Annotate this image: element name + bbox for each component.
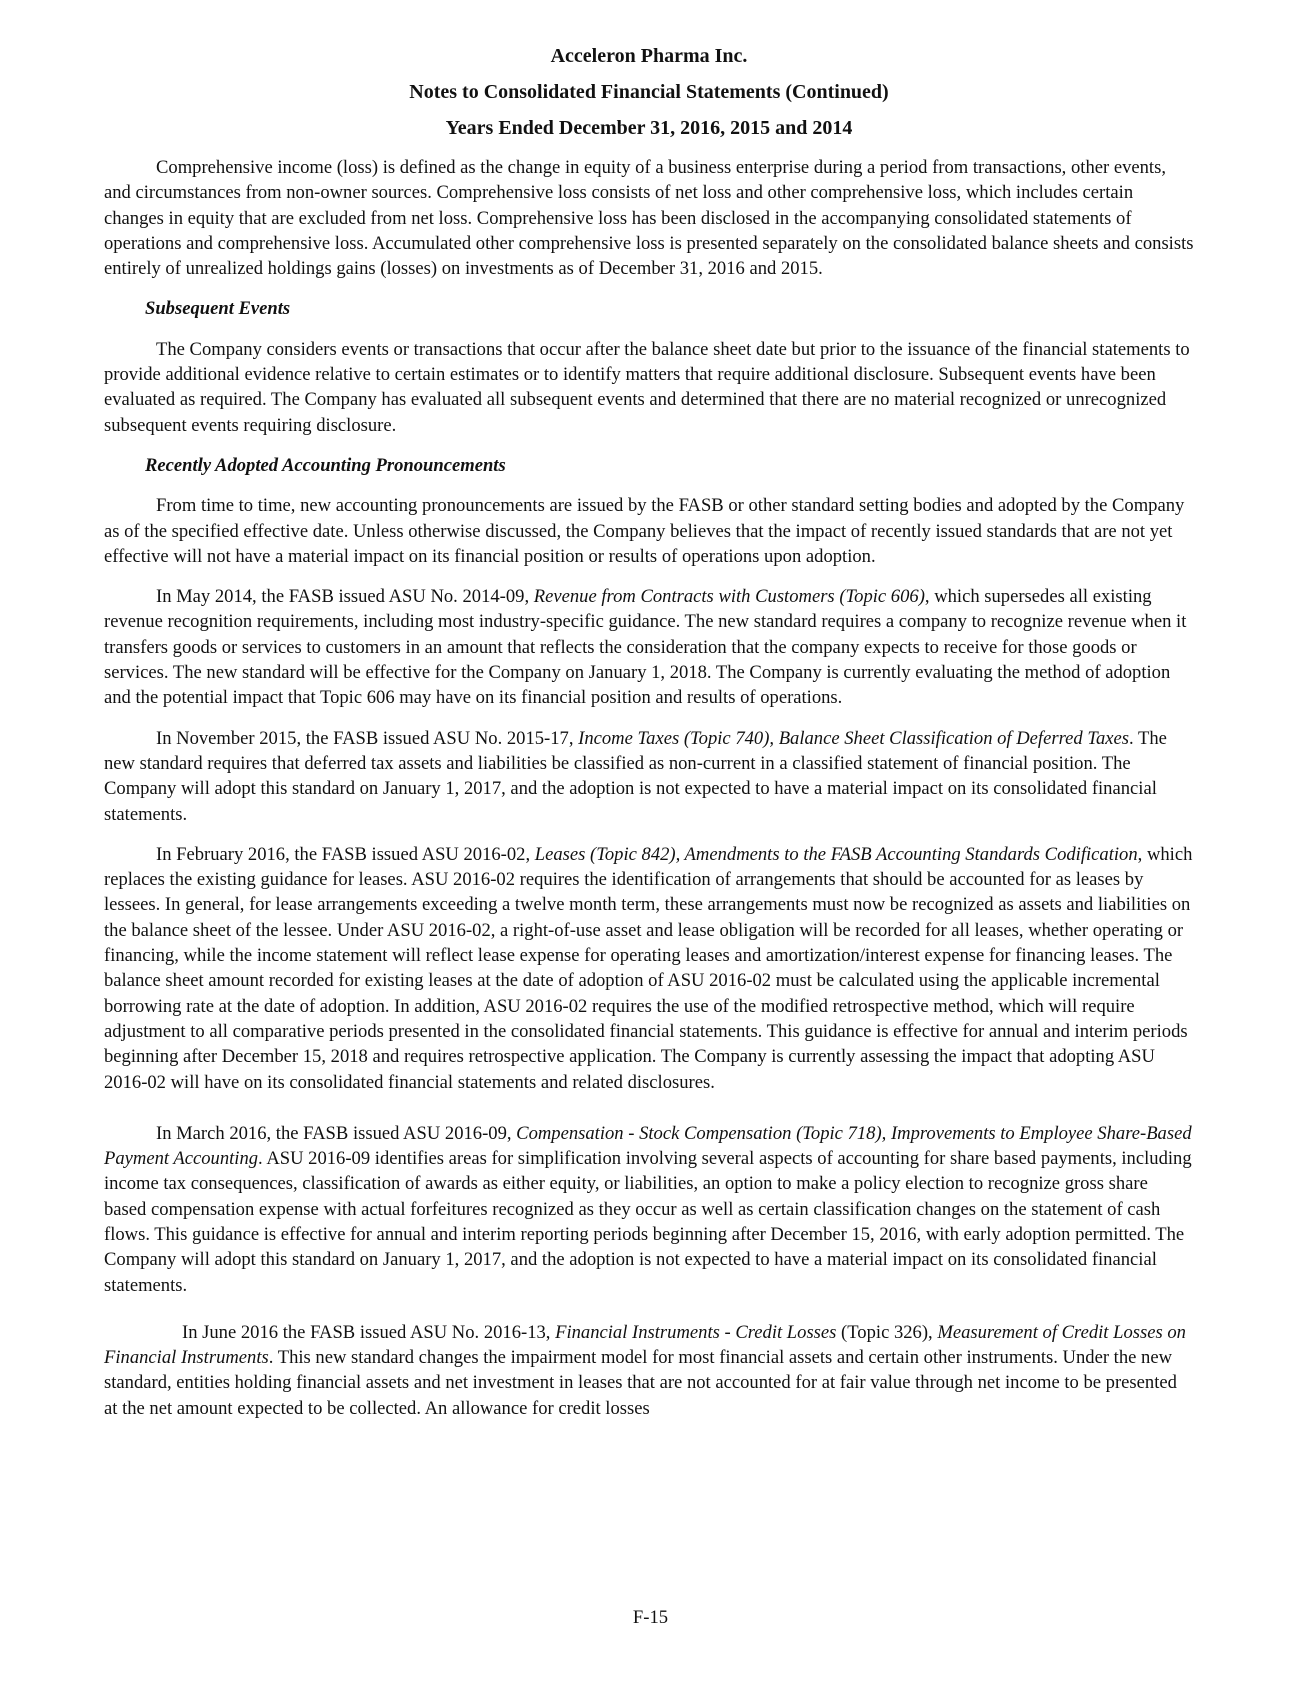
notes-title: Notes to Consolidated Financial Statements (Continued)	[409, 81, 889, 103]
company-name: Acceleron Pharma Inc.	[550, 45, 748, 67]
paragraph-asu-2015-17: In November 2015, the FASB issued ASU No. 2015-17, Income Taxes (Topic 740), Balance Sheet Classification of Deferred Taxes. The new standard requires that deferred tax assets and liabilities be classified as non-current in a classified statement of financial position. The Company will adopt this standard on January 1, 2017, and the adoption is not expected to have a material impact on its consolidated financial statements.	[104, 727, 1167, 825]
heading-subsequent-events: Subsequent Events	[145, 298, 291, 320]
period-title: Years Ended December 31, 2016, 2015 and 2014	[445, 117, 853, 139]
heading-recently-adopted: Recently Adopted Accounting Pronouncements	[145, 454, 506, 476]
paragraph-asu-2014-09: In May 2014, the FASB issued ASU No. 2014-09, Revenue from Contracts with Customers (Topic 606), which supersedes all existing revenue recognition requirements, including most industry-specific guidance. The new standard requires a company to recognize revenue when it transfers goods or services to customers in an amount that reflects the consideration that the company expects to receive for those goods or services. The new standard will be effective for the Company on January 1, 2018. The Company is currently evaluating the method of adoption and the potential impact that Topic 606 may have on its financial position and results of operations.	[104, 586, 1187, 709]
paragraph-asu-2016-09: In March 2016, the FASB issued ASU 2016-09, Compensation - Stock Compensation (Topic 718), Improvements to Employee Share-Based Payment Accounting. ASU 2016-09 identifies areas for simplification involving several aspects of accounting for share based payments, including income tax consequences, classification of awards as either equity, or liabilities, an option to make a policy election to recognize gross share based compensation expense with actual forfeitures recognized as they occur as well as certain classification changes on the statement of cash flows. This guidance is effective for annual and interim reporting periods beginning after December 15, 2016, with early adoption permitted. The Company will adopt this standard on January 1, 2017, and the adoption is not expected to have a material impact on its consolidated financial statements.	[104, 1122, 1192, 1296]
asu-2014-09-title: Revenue from Contracts with Customers (Topic 606)	[533, 586, 925, 608]
document-page	[104, 45, 1194, 1436]
paragraph-subsequent-events: The Company considers events or transactions that occur after the balance sheet date but prior to the issuance of the financial statements to provide additional evidence relative to certain estimates or to identify matters that require additional disclosure. Subsequent events have been evaluated as required. The Company has evaluated all subsequent events and determined that there are no material recognized or unrecognized subsequent events requiring disclosure.	[104, 338, 1190, 436]
paragraph-asu-2016-02: In February 2016, the FASB issued ASU 2016-02, Leases (Topic 842), Amendments to the FASB Accounting Standards Codification, which replaces the existing guidance for leases. ASU 2016-02 requires the identification of arrangements that should be accounted for as leases by lessees. In general, for lease arrangements exceeding a twelve month term, these arrangements must now be recognized as assets and liabilities on the balance sheet of the lessee. Under ASU 2016-02, a right-of-use asset and lease obligation will be recorded for all leases, whether operating or financing, while the income statement will reflect lease expense for operating leases and amortization/interest expense for financing leases. The balance sheet amount recorded for existing leases at the date of adoption of ASU 2016-02 must be calculated using the applicable incremental borrowing rate at the date of adoption. In addition, ASU 2016-02 requires the use of the modified retrospective method, which will require adjustment to all comparative periods presented in the consolidated financial statements. This guidance is effective for annual and interim periods beginning after December 15, 2018 and requires retrospective application. The Company is currently assessing the impact that adopting ASU 2016-02 will have on its consolidated financial statements and related disclosures.	[104, 843, 1193, 1093]
asu-2016-09-title: Compensation - Stock Compensation (Topic 718), Improvements to Employee Share-Based Payment Accounting	[104, 1122, 1192, 1170]
asu-2015-17-title: Income Taxes (Topic 740), Balance Sheet Classification of Deferred Taxes	[578, 727, 1129, 749]
asu-2016-13-subtitle: Measurement of Credit Losses on Financial Instruments	[104, 1321, 1186, 1369]
paragraph-comprehensive-income: Comprehensive income (loss) is defined as the change in equity of a business enterprise during a period from transactions, other events, and circumstances from non-owner sources. Comprehensive loss consists of net loss and other comprehensive loss, which includes certain changes in equity that are excluded from net loss. Comprehensive loss has been disclosed in the accompanying consolidated statements of operations and comprehensive loss. Accumulated other comprehensive loss is presented separately on the consolidated balance sheets and consists entirely of unrealized holdings gains (losses) on investments as of December 31, 2016 and 2015.	[104, 157, 1194, 280]
asu-2016-02-title: Leases (Topic 842), Amendments to the FASB Accounting Standards Codification	[534, 843, 1138, 865]
page-number: F-15	[632, 1607, 669, 1628]
paragraph-asu-2016-13: In June 2016 the FASB issued ASU No. 2016-13, Financial Instruments - Credit Losses (Topic 326), Measurement of Credit Losses on Financial Instruments. This new standard changes the impairment model for most financial assets and certain other instruments. Under the new standard, entities holding financial assets and net investment in leases that are not accounted for at fair value through net income to be presented at the net amount expected to be collected. An allowance for credit losses	[104, 1321, 1186, 1419]
paragraph-recently-adopted: From time to time, new accounting pronouncements are issued by the FASB or other standard setting bodies and adopted by the Company as of the specified effective date. Unless otherwise discussed, the Company believes that the impact of recently issued standards that are not yet effective will not have a material impact on its financial position or results of operations upon adoption.	[104, 495, 1185, 567]
asu-2016-13-title: Financial Instruments - Credit Losses	[555, 1321, 837, 1343]
